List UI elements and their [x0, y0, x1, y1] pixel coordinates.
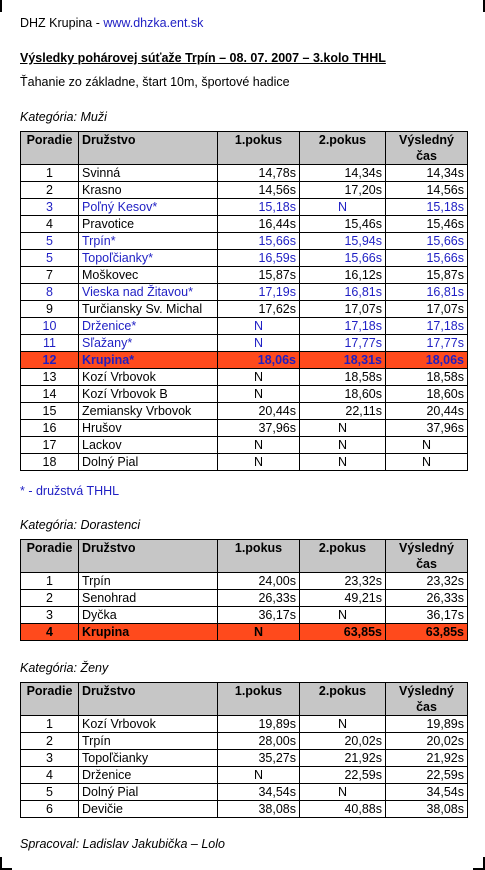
table-row	[21, 369, 468, 386]
rank-cell: 7	[21, 267, 79, 284]
attempt-2-cell: 20,02s	[300, 733, 386, 750]
team-cell: Zemiansky Vrbovok	[79, 403, 218, 420]
attempt-1-cell: 20,44s	[218, 403, 300, 420]
table-row	[21, 216, 468, 233]
table-row	[21, 454, 468, 471]
attempt-1-cell: 18,06s	[218, 352, 300, 369]
rank-cell: 2	[21, 182, 79, 199]
team-cell: Krupina*	[79, 352, 218, 369]
rank-cell: 4	[21, 767, 79, 784]
rank-cell: 1	[21, 716, 79, 733]
category-label-zeny: Kategória: Ženy	[20, 661, 109, 675]
team-cell: Drženice	[79, 767, 218, 784]
attempt-2-cell: 21,92s	[300, 750, 386, 767]
results-table-muzi	[20, 131, 468, 471]
attempt-1-cell: 15,18s	[218, 199, 300, 216]
table-row	[21, 750, 468, 767]
rank-cell: 16	[21, 420, 79, 437]
col-header-final-time: Výsledný čas	[386, 132, 468, 165]
attempt-1-cell: 15,87s	[218, 267, 300, 284]
attempt-1-cell: 16,44s	[218, 216, 300, 233]
attempt-1-cell: N	[218, 369, 300, 386]
attempt-2-cell: N	[300, 784, 386, 801]
attempt-2-cell: 22,59s	[300, 767, 386, 784]
attempt-2-cell: 16,12s	[300, 267, 386, 284]
attempt-1-cell: N	[218, 437, 300, 454]
team-cell: Dyčka	[79, 607, 218, 624]
final-time-cell: 18,58s	[386, 369, 468, 386]
rank-cell: 8	[21, 284, 79, 301]
table-row	[21, 199, 468, 216]
attempt-2-cell: 17,18s	[300, 318, 386, 335]
team-cell: Kozí Vrbovok	[79, 716, 218, 733]
table-row	[21, 420, 468, 437]
attempt-2-cell: 17,20s	[300, 182, 386, 199]
final-time-cell: 38,08s	[386, 801, 468, 818]
attempt-1-cell: 26,33s	[218, 590, 300, 607]
final-time-cell: 14,56s	[386, 182, 468, 199]
col-header-attempt-1: 1.pokus	[218, 132, 300, 165]
col-header-team: Družstvo	[79, 683, 218, 716]
table-row	[21, 335, 468, 352]
table-row	[21, 182, 468, 199]
final-time-cell: 19,89s	[386, 716, 468, 733]
rank-cell: 10	[21, 318, 79, 335]
col-header-attempt-1: 1.pokus	[218, 540, 300, 573]
team-cell: Topoľčianky*	[79, 250, 218, 267]
attempt-1-cell: 38,08s	[218, 801, 300, 818]
attempt-1-cell: 17,19s	[218, 284, 300, 301]
attempt-2-cell: N	[300, 716, 386, 733]
attempt-2-cell: N	[300, 437, 386, 454]
team-cell: Dolný Pial	[79, 784, 218, 801]
attempt-2-cell: N	[300, 454, 386, 471]
attempt-1-cell: 24,00s	[218, 573, 300, 590]
table-row	[21, 716, 468, 733]
team-cell: Drženice*	[79, 318, 218, 335]
category-label-dorastenci: Kategória: Dorastenci	[20, 518, 141, 532]
team-cell: Devičie	[79, 801, 218, 818]
col-header-rank: Poradie	[21, 683, 79, 716]
team-cell: Moškovec	[79, 267, 218, 284]
team-cell: Topoľčianky	[79, 750, 218, 767]
final-time-cell: 14,34s	[386, 165, 468, 182]
team-cell: Krasno	[79, 182, 218, 199]
rank-cell: 1	[21, 573, 79, 590]
attempt-1-cell: 37,96s	[218, 420, 300, 437]
table-row	[21, 784, 468, 801]
attempt-2-cell: 23,32s	[300, 573, 386, 590]
team-cell: Hrušov	[79, 420, 218, 437]
team-cell: Sľažany*	[79, 335, 218, 352]
final-time-cell: 16,81s	[386, 284, 468, 301]
attempt-2-cell: 15,94s	[300, 233, 386, 250]
attempt-1-cell: 36,17s	[218, 607, 300, 624]
crop-mark-top-left	[0, 0, 2, 12]
table-row	[21, 801, 468, 818]
team-cell: Dolný Pial	[79, 454, 218, 471]
team-cell: Trpín	[79, 573, 218, 590]
team-cell: Pravotice	[79, 216, 218, 233]
thhl-note: * - družstvá THHL	[20, 484, 120, 498]
attempt-2-cell: N	[300, 420, 386, 437]
results-table-zeny	[20, 682, 468, 818]
rank-cell: 3	[21, 750, 79, 767]
team-cell: Svinná	[79, 165, 218, 182]
attempt-2-cell: 49,21s	[300, 590, 386, 607]
team-cell: Lackov	[79, 437, 218, 454]
footer-processed-by: Spracoval: Ladislav Jakubička – Lolo	[20, 837, 225, 851]
col-header-final-time: Výsledný čas	[386, 683, 468, 716]
website-link[interactable]: www.dhzka.ent.sk	[103, 16, 204, 30]
table-row	[21, 624, 468, 641]
final-time-cell: 15,66s	[386, 250, 468, 267]
rank-cell: 2	[21, 733, 79, 750]
team-cell: Kozí Vrbovok B	[79, 386, 218, 403]
final-time-cell: N	[386, 454, 468, 471]
rank-cell: 14	[21, 386, 79, 403]
final-time-cell: 34,54s	[386, 784, 468, 801]
table-row	[21, 284, 468, 301]
col-header-attempt-2: 2.pokus	[300, 132, 386, 165]
table-row	[21, 733, 468, 750]
table-row	[21, 573, 468, 590]
team-cell: Trpín	[79, 733, 218, 750]
attempt-2-cell: 17,77s	[300, 335, 386, 352]
final-time-cell: 17,07s	[386, 301, 468, 318]
rank-cell: 4	[21, 216, 79, 233]
col-header-team: Družstvo	[79, 132, 218, 165]
attempt-1-cell: N	[218, 335, 300, 352]
col-header-rank: Poradie	[21, 540, 79, 573]
rank-cell: 3	[21, 199, 79, 216]
attempt-1-cell: 14,78s	[218, 165, 300, 182]
rank-cell: 11	[21, 335, 79, 352]
attempt-2-cell: 15,46s	[300, 216, 386, 233]
col-header-team: Družstvo	[79, 540, 218, 573]
table-row	[21, 250, 468, 267]
attempt-1-cell: 35,27s	[218, 750, 300, 767]
attempt-2-cell: 40,88s	[300, 801, 386, 818]
attempt-1-cell: N	[218, 624, 300, 641]
final-time-cell: 36,17s	[386, 607, 468, 624]
final-time-cell: 22,59s	[386, 767, 468, 784]
col-header-attempt-2: 2.pokus	[300, 683, 386, 716]
table-row	[21, 318, 468, 335]
col-header-attempt-2: 2.pokus	[300, 540, 386, 573]
final-time-cell: 23,32s	[386, 573, 468, 590]
rank-cell: 13	[21, 369, 79, 386]
table-row	[21, 352, 468, 369]
attempt-2-cell: 17,07s	[300, 301, 386, 318]
table-row	[21, 767, 468, 784]
rank-cell: 5	[21, 784, 79, 801]
final-time-cell: 17,18s	[386, 318, 468, 335]
team-cell: Vieska nad Žitavou*	[79, 284, 218, 301]
team-cell: Poľný Kesov*	[79, 199, 218, 216]
table-row	[21, 590, 468, 607]
team-cell: Kozí Vrbovok	[79, 369, 218, 386]
attempt-2-cell: 16,81s	[300, 284, 386, 301]
col-header-rank: Poradie	[21, 132, 79, 165]
final-time-cell: 20,44s	[386, 403, 468, 420]
team-cell: Turčiansky Sv. Michal	[79, 301, 218, 318]
final-time-cell: 21,92s	[386, 750, 468, 767]
attempt-1-cell: 15,66s	[218, 233, 300, 250]
rank-cell: 6	[21, 801, 79, 818]
final-time-cell: 15,66s	[386, 233, 468, 250]
attempt-2-cell: 18,31s	[300, 352, 386, 369]
team-cell: Trpín*	[79, 233, 218, 250]
attempt-1-cell: 16,59s	[218, 250, 300, 267]
table-row	[21, 403, 468, 420]
attempt-2-cell: N	[300, 199, 386, 216]
table-row	[21, 607, 468, 624]
attempt-1-cell: 19,89s	[218, 716, 300, 733]
final-time-cell: 15,46s	[386, 216, 468, 233]
final-time-cell: N	[386, 437, 468, 454]
club-name: DHZ Krupina -	[20, 16, 104, 30]
table-row	[21, 386, 468, 403]
rank-cell: 4	[21, 624, 79, 641]
final-time-cell: 37,96s	[386, 420, 468, 437]
final-time-cell: 17,77s	[386, 335, 468, 352]
attempt-1-cell: N	[218, 318, 300, 335]
attempt-1-cell: N	[218, 454, 300, 471]
attempt-2-cell: 18,58s	[300, 369, 386, 386]
col-header-final-time: Výsledný čas	[386, 540, 468, 573]
attempt-1-cell: N	[218, 386, 300, 403]
attempt-1-cell: 14,56s	[218, 182, 300, 199]
table-row	[21, 165, 468, 182]
page-header	[20, 16, 203, 30]
final-time-cell: 18,60s	[386, 386, 468, 403]
rank-cell: 15	[21, 403, 79, 420]
attempt-2-cell: N	[300, 607, 386, 624]
attempt-2-cell: 18,60s	[300, 386, 386, 403]
document-subtitle: Ťahanie zo základne, štart 10m, športové hadice	[20, 75, 290, 89]
col-header-attempt-1: 1.pokus	[218, 683, 300, 716]
rank-cell: 5	[21, 233, 79, 250]
rank-cell: 5	[21, 250, 79, 267]
final-time-cell: 63,85s	[386, 624, 468, 641]
rank-cell: 3	[21, 607, 79, 624]
final-time-cell: 18,06s	[386, 352, 468, 369]
attempt-1-cell: 17,62s	[218, 301, 300, 318]
category-label-muzi: Kategória: Muži	[20, 110, 107, 124]
rank-cell: 18	[21, 454, 79, 471]
attempt-1-cell: N	[218, 767, 300, 784]
final-time-cell: 26,33s	[386, 590, 468, 607]
attempt-1-cell: 34,54s	[218, 784, 300, 801]
document-title: Výsledky pohárovej súťaže Trpín – 08. 07. 2007 – 3.kolo THHL	[20, 51, 386, 65]
rank-cell: 2	[21, 590, 79, 607]
table-row	[21, 267, 468, 284]
final-time-cell: 15,18s	[386, 199, 468, 216]
attempt-2-cell: 14,34s	[300, 165, 386, 182]
table-row	[21, 437, 468, 454]
attempt-2-cell: 15,66s	[300, 250, 386, 267]
attempt-2-cell: 22,11s	[300, 403, 386, 420]
rank-cell: 9	[21, 301, 79, 318]
final-time-cell: 20,02s	[386, 733, 468, 750]
rank-cell: 17	[21, 437, 79, 454]
attempt-1-cell: 28,00s	[218, 733, 300, 750]
attempt-2-cell: 63,85s	[300, 624, 386, 641]
rank-cell: 12	[21, 352, 79, 369]
final-time-cell: 15,87s	[386, 267, 468, 284]
results-table-dorastenci	[20, 539, 468, 641]
rank-cell: 1	[21, 165, 79, 182]
team-cell: Krupina	[79, 624, 218, 641]
team-cell: Senohrad	[79, 590, 218, 607]
table-row	[21, 301, 468, 318]
table-row	[21, 233, 468, 250]
